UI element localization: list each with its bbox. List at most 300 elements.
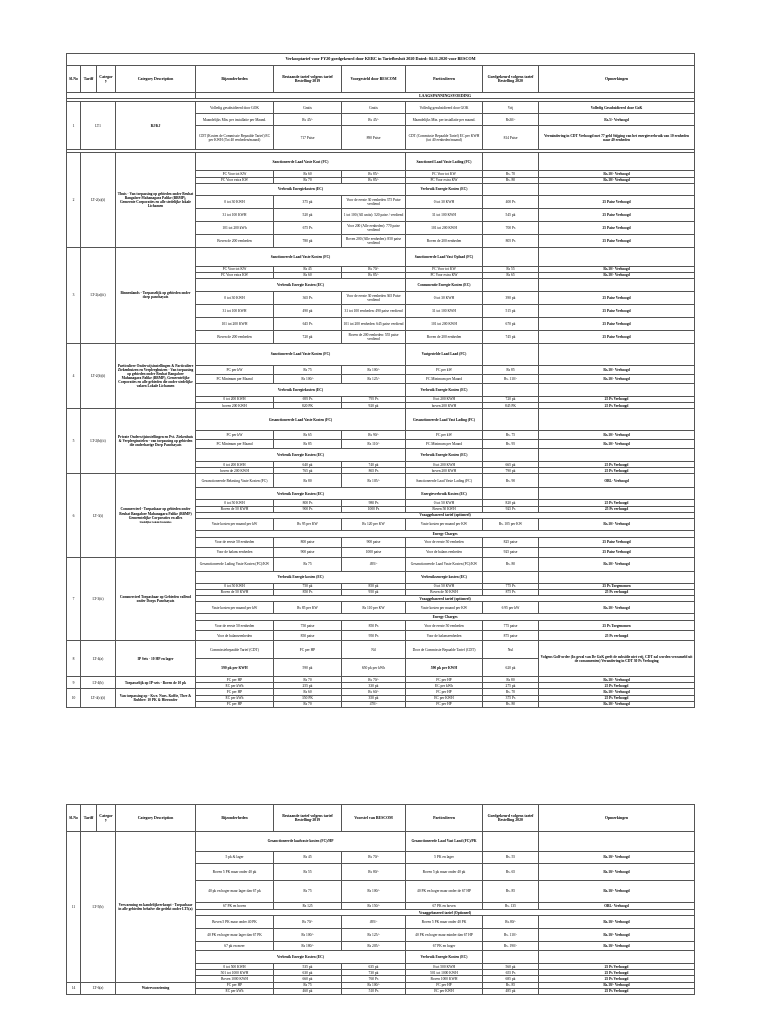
table-cell: 101 tot 200 KWH bbox=[406, 317, 483, 330]
table-cell: Rs.10/- Verhoogd bbox=[539, 982, 695, 988]
table-row bbox=[67, 102, 695, 114]
table-cell: Voor de eerste 50 eenheden bbox=[196, 537, 274, 547]
table-cell: EC per kWh bbox=[406, 683, 483, 689]
table-cell: Rs 45/- bbox=[274, 114, 342, 126]
column-header: Voorgesteld door BESCOM bbox=[342, 66, 406, 93]
tariff-code: LT-2(a)(ii) bbox=[81, 247, 116, 343]
table-cell: 780 pk bbox=[274, 234, 342, 247]
table-cell bbox=[539, 488, 695, 500]
table-cell: 950 pk bbox=[342, 589, 406, 595]
table-cell: 590 pk bbox=[274, 659, 342, 677]
table-cell: FC per HP bbox=[406, 982, 483, 988]
table-row bbox=[67, 409, 695, 431]
table-cell: 875 Ps bbox=[483, 589, 539, 595]
table-cell: Maandelijks Min. per installatie per Maand. bbox=[196, 114, 274, 126]
table-cell bbox=[483, 383, 539, 396]
table-cell: Rs 70/- bbox=[274, 916, 342, 929]
table-cell: 25 Ps Verhoogd bbox=[539, 468, 695, 474]
table-cell: FC Voor tot KW bbox=[406, 266, 483, 272]
table-row bbox=[67, 832, 695, 852]
table-cell: Boven de 200 eenheden bbox=[196, 234, 274, 247]
table-cell: 800 Ps bbox=[274, 500, 342, 506]
tariff-code: LT-3(ii) bbox=[81, 557, 116, 640]
table-cell: 814 Paise bbox=[483, 126, 539, 150]
column-header: Bestaande tarief volgens tarief Bestelling-2019 bbox=[274, 66, 342, 93]
table-cell: Volledig gesubsidieerd door GOK bbox=[196, 102, 274, 114]
table-cell: FC per HP bbox=[274, 641, 342, 659]
table-cell: 850 Ps bbox=[342, 621, 406, 631]
table-cell: Volledig Gesubsidieerd door GoK bbox=[539, 102, 695, 114]
table-cell: FC Voor extra KW bbox=[196, 177, 274, 183]
table-cell: Voor de eerste 30 eenheden 375 Paise verdiend bbox=[342, 195, 406, 208]
sub-header: Verbruik Energie Kosten (EC) bbox=[196, 951, 406, 964]
table-cell: Rs.10/- Verhoogd bbox=[539, 374, 695, 383]
table-cell: 850 Ps bbox=[274, 589, 342, 595]
column-header: Tariff bbox=[81, 66, 97, 93]
table-cell: 0 tot 500 KWH bbox=[406, 964, 483, 970]
sub-header: Verbruik Energie Kosten (EC) bbox=[406, 183, 483, 195]
tariff-code: LT-2(a)(i) bbox=[81, 153, 116, 247]
table-cell: Rs30/- bbox=[483, 114, 539, 126]
table-cell: 850 pk bbox=[342, 583, 406, 589]
table-cell: Boven 5 PK maar onder 40 pk bbox=[196, 864, 274, 881]
table-cell: 25 Paise Verhoogd bbox=[539, 330, 695, 343]
table-cell: 31 tot 100 KWH bbox=[406, 208, 483, 221]
table-cell: 0 tot 200 KWH bbox=[196, 462, 274, 468]
table-cell: Rs 70 bbox=[274, 177, 342, 183]
table-cell: 620 pk bbox=[483, 659, 539, 677]
table-cell: 350 PK bbox=[274, 695, 342, 701]
serial-number: 10 bbox=[67, 689, 81, 707]
table-cell: Gesanctioneerde Lading Vaste Kosten (FC)/KW bbox=[196, 557, 274, 571]
table-cell: Rs 85 per KW bbox=[274, 602, 342, 614]
table-cell: 720 pk bbox=[274, 330, 342, 343]
table-cell: Rs 75 bbox=[274, 557, 342, 571]
table-cell: Rs.10/- Verhoogd bbox=[539, 916, 695, 929]
serial-number: 14 bbox=[67, 982, 81, 994]
table-cell: Rs 105/- bbox=[342, 474, 406, 488]
table-cell: 660 pk bbox=[274, 976, 342, 982]
table-cell: Voor de balans eenheden bbox=[406, 547, 483, 557]
table-cell: Nul bbox=[483, 641, 539, 659]
serial-number: 9 bbox=[67, 677, 81, 689]
table-row bbox=[67, 557, 695, 571]
sub-header: Energieverbruik Kosten (EC) bbox=[406, 488, 483, 500]
table-cell: Boven de 200 eenheden bbox=[406, 234, 483, 247]
table-cell: 920 pk bbox=[342, 403, 406, 409]
table-cell: 67 PK en boven bbox=[196, 903, 274, 910]
table-cell: 0 tot 200 KWH bbox=[406, 396, 483, 402]
table-cell: Rs. 95 bbox=[483, 440, 539, 449]
table-cell: Rs 65 bbox=[483, 272, 539, 278]
table-cell: Boven 5 PK maar onder 40 PK bbox=[196, 916, 274, 929]
document-title: Verkooptarief voor FY20 goedgekeurd door KERC in Tariefbesluit 2020 Dated: 04.11.2020 voor BESCOM bbox=[67, 54, 695, 66]
table-cell: Rs. 135 bbox=[483, 903, 539, 910]
table-cell: Voor de balans eenheden bbox=[196, 547, 274, 557]
table-cell: Rs 125 bbox=[274, 903, 342, 910]
table-cell: 495/- bbox=[342, 916, 406, 929]
table-cell: FC per HP bbox=[406, 677, 483, 683]
table-cell: 925 paise bbox=[483, 547, 539, 557]
tariff-code: LT-4(c)(i) bbox=[81, 689, 116, 707]
table-cell: Rs. 80 bbox=[483, 557, 539, 571]
table-cell: Boven 5 PK maar onder 40 PK bbox=[406, 916, 483, 929]
sub-header: Consumentie Energie Kosten (EC) bbox=[406, 278, 483, 291]
table-cell: 950 Ps bbox=[342, 631, 406, 641]
tariff-code: LT-2(b)(ii) bbox=[81, 409, 116, 474]
table-cell: 67 PK en boven bbox=[406, 903, 483, 910]
sub-header: Sanctioneerde Laad Vaste Kosten (FC) bbox=[196, 247, 406, 266]
table-cell: Rs 150/- bbox=[342, 903, 406, 910]
table-cell: 0 tot 500 KWH bbox=[196, 964, 274, 970]
sub-header: Gesanctioneerde Laad Vast Land (FC)/PK bbox=[406, 832, 483, 852]
table-cell: Boven 200 (Alle eenheden): 850 paise verdiend bbox=[342, 234, 406, 247]
table-cell bbox=[539, 343, 695, 365]
table-cell: Rs. 105 per KW bbox=[483, 518, 539, 530]
table-cell bbox=[539, 383, 695, 396]
table-cell: 900 paise bbox=[342, 537, 406, 547]
table-cell: 695 Ps bbox=[274, 396, 342, 402]
table-cell: FC per HP bbox=[196, 982, 274, 988]
table-cell: Rs 65 bbox=[274, 431, 342, 440]
table-cell: 400 Ps bbox=[483, 195, 539, 208]
table-cell: Rs. 75 bbox=[483, 431, 539, 440]
sub-header: Sanctioneerde Laad Vaste Kosten (FC) bbox=[196, 343, 406, 365]
table-cell: 275 pk bbox=[483, 683, 539, 689]
table-cell: Rs 60 bbox=[274, 689, 342, 695]
table-cell: Rs. 80 bbox=[483, 177, 539, 183]
table-cell: 720 pk bbox=[483, 396, 539, 402]
table-cell: 0 tot 30 KWH bbox=[196, 291, 274, 304]
table-cell: 900 Ps bbox=[274, 506, 342, 512]
sub-header: Sanctioned Laad Vaste Lading (FC) bbox=[406, 153, 483, 171]
category-description bbox=[116, 102, 196, 150]
sub-header: Vraaggebaseerd tarief (Optioneel) bbox=[196, 910, 695, 916]
table-cell: Rs 90/- bbox=[342, 431, 406, 440]
category-description-text: Toepasselijk op IP-sets - Boven de 10 pk bbox=[124, 680, 187, 685]
table-cell: Rs 110/- bbox=[342, 440, 406, 449]
table-cell: 0 tot 30 KWH bbox=[406, 195, 483, 208]
serial-number: 7 bbox=[67, 557, 81, 640]
table-cell: 900 paise bbox=[274, 547, 342, 557]
table-cell: 640 pk bbox=[274, 462, 342, 468]
tariff-code: LT-5(b) bbox=[81, 832, 116, 983]
table-cell: 675 Ps bbox=[274, 221, 342, 234]
table-cell: Sanctioneerde Laad Vaste Lading (FC) bbox=[406, 474, 483, 488]
table-cell: 1000 paise bbox=[342, 547, 406, 557]
tariff-code: LT-2(b)(i) bbox=[81, 343, 116, 408]
table-cell: FC Voor extra KW bbox=[406, 272, 483, 278]
column-header: Category Description bbox=[116, 805, 196, 832]
sub-header: Verbruik Energiekosten (EC) bbox=[196, 383, 406, 396]
table-cell: Vermindering in CDT Verhoogd met 77 geld Stijging van het energieverbruik van 10 eenheden naar 40 eenheden bbox=[539, 126, 695, 150]
table-cell: 40 PK en hoger maar lager dan 67 PK bbox=[196, 929, 274, 942]
table-cell bbox=[483, 409, 539, 431]
table-cell: Rs 60 bbox=[274, 171, 342, 177]
serial-number: 4 bbox=[67, 343, 81, 408]
table-cell: 760 Ps bbox=[342, 976, 406, 982]
tariff-table-2 bbox=[66, 804, 695, 995]
table-cell: 365 Ps bbox=[274, 291, 342, 304]
table-cell: 25 Ps Verhoogd bbox=[539, 964, 695, 970]
column-header: Bestaande tarief volgens tarief Bestelling-2019 bbox=[274, 805, 342, 832]
column-header: Bijzonderheden bbox=[196, 805, 274, 832]
table-cell: Rs 80 bbox=[483, 677, 539, 683]
category-description bbox=[116, 832, 196, 983]
table-cell: 590 pk per KWH bbox=[406, 659, 483, 677]
table-cell: Boven de 50 KWH bbox=[196, 589, 274, 595]
category-description-note: Stedelijke Lokale Instanties bbox=[139, 520, 172, 524]
table-cell bbox=[539, 951, 695, 964]
table-cell: 330 pk bbox=[342, 683, 406, 689]
category-description-text: Private Onderwijsinstellingen en Pvt. Ziekenhuis & Verpleeginstelen - van toepassing op gebieden die onderhavige Dorp Panchayats bbox=[117, 435, 194, 448]
tariff-code: LT-4(a) bbox=[81, 641, 116, 677]
table-cell: Rs.10/- Verhoogd bbox=[539, 266, 695, 272]
category-description bbox=[116, 677, 196, 689]
category-description bbox=[116, 689, 196, 707]
table-cell: 745 pk bbox=[483, 330, 539, 343]
sub-header: Verbruik Energie Kosten (EC) bbox=[406, 383, 483, 396]
table-cell: 25 Ps Verhoogd bbox=[539, 683, 695, 689]
table-cell: FC per kW bbox=[196, 365, 274, 374]
category-description-text: Watervoorziening bbox=[141, 986, 170, 991]
table-cell: Boven de 50 KWH bbox=[406, 589, 483, 595]
table-cell: Rs. 65 bbox=[483, 864, 539, 881]
table-cell: CDT (Commissie Bepaalde Tarief) EC per KWH (tot 40 eenheden/maand) bbox=[406, 126, 483, 150]
table-cell: 101 tot 200 kWh bbox=[196, 221, 274, 234]
table-cell: OBL- Verhoogd bbox=[539, 903, 695, 910]
table-cell: 545 pk bbox=[483, 208, 539, 221]
table-cell: Rs 75 bbox=[274, 982, 342, 988]
table-cell: Rs 120 per KW bbox=[342, 518, 406, 530]
serial-number: 6 bbox=[67, 474, 81, 557]
sub-header: Verbruik Energie Kosten (EC) bbox=[406, 449, 483, 462]
sub-header: Energy Charges bbox=[196, 614, 695, 621]
table-cell: Rs. 110/- bbox=[483, 374, 539, 383]
sub-header: Verbruik Energie kosten (EC) bbox=[196, 571, 406, 583]
table-cell: EC per kWh bbox=[196, 683, 274, 689]
table-cell: Rs. 70 bbox=[483, 689, 539, 695]
table-cell: Volledig gesubsidieerd door GOK bbox=[406, 102, 483, 114]
table-cell: Rs 85/- bbox=[342, 272, 406, 278]
table-cell: Rs 95 per KW bbox=[274, 518, 342, 530]
serial-number: 3 bbox=[67, 247, 81, 343]
table-cell bbox=[539, 409, 695, 431]
table-cell: 490 pk bbox=[274, 304, 342, 317]
table-cell: FC Voor extra KW bbox=[196, 272, 274, 278]
category-description bbox=[116, 343, 196, 408]
table-cell: Rs 125/- bbox=[342, 374, 406, 383]
table-cell: 765 pk bbox=[274, 468, 342, 474]
table-cell: 665 pk bbox=[483, 462, 539, 468]
section-title: LAAGSPANNINGSVOEDING bbox=[196, 93, 695, 99]
table-cell: Rs 100/- bbox=[274, 929, 342, 942]
table-cell: 645 Ps bbox=[274, 317, 342, 330]
table-cell: Gratis bbox=[342, 102, 406, 114]
table-cell: Boven de 200 eenheden: 555 paise verdiend bbox=[342, 330, 406, 343]
table-cell bbox=[539, 153, 695, 171]
table-cell: 5 PK en lager bbox=[406, 852, 483, 864]
table-cell: EC per kWh bbox=[196, 988, 274, 994]
table-row bbox=[67, 153, 695, 171]
table-cell: Rs.10/- Verhoogd bbox=[539, 677, 695, 683]
table-cell: 25 Ps Verhoogd bbox=[539, 500, 695, 506]
table-cell: 875 paise bbox=[483, 631, 539, 641]
table-cell: FC per HP bbox=[196, 677, 274, 683]
table-cell bbox=[539, 449, 695, 462]
serial-number: 11 bbox=[67, 832, 81, 983]
table-cell: 520 pk bbox=[274, 208, 342, 221]
table-cell: Rs 85 bbox=[483, 365, 539, 374]
tariff-code: LT1 bbox=[81, 102, 116, 150]
table-cell: Rs. 80 bbox=[483, 701, 539, 707]
sub-header: Verbruiksenergie kosten (EC) bbox=[406, 571, 483, 583]
table-cell: 501 tot 1000 KWH bbox=[406, 970, 483, 976]
table-cell: 25 Paise Verhoogd bbox=[539, 304, 695, 317]
category-description-text: Commercieel Toepasbaar op Gebieden vallend onder Dorps Panchayats bbox=[119, 594, 192, 604]
sub-header: Vastgestelde Laad Laad (FC) bbox=[406, 343, 483, 365]
column-header: Tariff bbox=[81, 805, 97, 832]
table-cell: 25 Paise Verhoogd bbox=[539, 317, 695, 330]
table-cell: Vaste kosten per maand per kW bbox=[196, 602, 274, 614]
table-cell bbox=[539, 278, 695, 291]
table-cell: 655 Ps bbox=[483, 970, 539, 976]
table-cell: Rs 180/- bbox=[274, 942, 342, 951]
tariff-table-1 bbox=[66, 53, 695, 708]
table-cell: 25 Paise Verhoogd bbox=[539, 291, 695, 304]
table-cell: FC per kW bbox=[406, 365, 483, 374]
category-description-text: BJ/KJ bbox=[150, 123, 161, 128]
sub-header: Gesanctioneerde laadvaste kosten (FC)/HP bbox=[196, 832, 406, 852]
table-cell: EC per KWH bbox=[406, 695, 483, 701]
table-cell: 670 pk bbox=[483, 317, 539, 330]
table-cell: 25 Ps verhoogd bbox=[539, 589, 695, 595]
table-cell: Rs 125/- bbox=[342, 929, 406, 942]
table-cell: Rs 85/- bbox=[342, 177, 406, 183]
table-cell: FC Voor tot KW bbox=[406, 171, 483, 177]
category-description-text: Thuis - Van toepassing op gebieden onder Bruhat Bangalore Mahanagara Palike (BBMP), Gemeente Corporaties en alle stedelijke lokale Lichamen bbox=[117, 191, 194, 209]
table-cell: 0 tot 30 KWH bbox=[196, 195, 274, 208]
column-header: Particulieren bbox=[406, 805, 483, 832]
table-cell: FC Voor extra KW bbox=[406, 177, 483, 183]
table-cell: Voor de eerste 50 eenheden bbox=[196, 621, 274, 631]
category-description-text: Particuliere Onderwijsinstellingen & Particuliere Ziekenhuizen en Verpleeghuizen - Van toepassing op gebieden onder Bruhat Bangalore Mahanagara Palike (BBMP), Gemeentelijke Corporaties en alle gebieden die onder stedelijke valaen Lokale Lichamen bbox=[117, 363, 194, 389]
serial-number: 1 bbox=[67, 102, 81, 150]
table-cell: Rs.10/- Verhoogd bbox=[539, 440, 695, 449]
table-cell: Rs.10/- Verhoogd bbox=[539, 929, 695, 942]
table-cell: Boven 1000 KWH bbox=[406, 976, 483, 982]
category-description bbox=[116, 474, 196, 557]
title-row bbox=[67, 54, 695, 66]
table-cell bbox=[483, 449, 539, 462]
table-cell: Rs 55 bbox=[483, 266, 539, 272]
table-cell: Boven de 200 eenheden bbox=[406, 330, 483, 343]
table-cell: FC per kW bbox=[406, 431, 483, 440]
table-cell: 980 Ps bbox=[342, 500, 406, 506]
table-cell: Voor de eerste 50 eenheden bbox=[406, 621, 483, 631]
table-cell: Boven 50 KWH bbox=[406, 506, 483, 512]
table-cell: Voor de eerste 30 eenheden 365 Paise verdiend bbox=[342, 291, 406, 304]
table-cell: 25 Ps Toegenomen bbox=[539, 583, 695, 589]
table-cell: EC per KWH bbox=[406, 988, 483, 994]
table-cell bbox=[539, 247, 695, 266]
header-row bbox=[67, 66, 695, 93]
category-description-text: Commercieel - Toepasbaar op gebieden onder Bruhat Bangalore Mahanagara Palike (BBMP) Gemeentelijke Corporaties en alles bbox=[119, 507, 192, 520]
table-cell: 820 PK bbox=[274, 403, 342, 409]
sub-header: Vraaggebaseerd tarief (optioneel) bbox=[196, 596, 695, 602]
table-cell: 825 paise bbox=[483, 537, 539, 547]
sub-header: Verbruik Energie Kosten (EC) bbox=[196, 278, 406, 291]
table-cell: Rs 60/- bbox=[342, 689, 406, 695]
table-cell: Rs 70 bbox=[274, 701, 342, 707]
table-cell bbox=[483, 183, 539, 195]
table-cell: Rs.80/- bbox=[483, 916, 539, 929]
table-cell: Voor 200 (Alle eenheden): 770 paise verdiend bbox=[342, 221, 406, 234]
table-cell: Rs 70/- bbox=[342, 852, 406, 864]
table-cell: Rs. 55 bbox=[483, 852, 539, 864]
table-cell: Rs.10/- Verhoogd bbox=[539, 881, 695, 903]
table-cell: 535 pk bbox=[274, 964, 342, 970]
table-cell: Rs 75 bbox=[274, 365, 342, 374]
table-cell: 25 Ps Verhoogd bbox=[539, 970, 695, 976]
column-header: Goedgekeurd volgens tarief Bestelling 2020 bbox=[483, 805, 539, 832]
table-cell: 650 pk per kWh bbox=[342, 659, 406, 677]
table-cell: Rs 55 bbox=[274, 864, 342, 881]
table-cell: 890 Paise bbox=[342, 126, 406, 150]
table-cell: 40 pk en hoger maar lager dan 67 pk bbox=[196, 881, 274, 903]
table-cell: Boven 5 pk maar onder 40 pk bbox=[406, 864, 483, 881]
table-cell: 515 pk bbox=[483, 304, 539, 317]
table-cell: FC per HP bbox=[406, 689, 483, 695]
table-cell: Rs 45 bbox=[274, 852, 342, 864]
table-cell: 0 tot 200 KWH bbox=[196, 396, 274, 402]
column-header: Voorstel van BESCOM bbox=[342, 805, 406, 832]
table-cell: 485 pk bbox=[483, 988, 539, 994]
table-cell: 25 Ps Verhoogd bbox=[539, 976, 695, 982]
table-cell: 795 Ps bbox=[342, 396, 406, 402]
category-description-text: Binnenlands - Toepasselijk op gebieden onder dorp panchayats bbox=[120, 291, 191, 300]
sub-header: Sanctioneerde Laad Vast Opload (FC) bbox=[406, 247, 483, 266]
table-cell bbox=[539, 571, 695, 583]
table-cell: FC Minimum per Maand bbox=[406, 440, 483, 449]
table-cell: 0 tot 200 KWH bbox=[406, 462, 483, 468]
category-description-text: IP Sets - 10 HP en lager bbox=[137, 656, 174, 661]
table-cell: 0 tot 50 KWH bbox=[196, 583, 274, 589]
table-cell: Rs.10/- Verhoogd bbox=[539, 171, 695, 177]
tariff-code: LT-6(a) bbox=[81, 982, 116, 994]
table-cell: 700 Ps bbox=[483, 221, 539, 234]
table-cell bbox=[483, 278, 539, 291]
table-cell: 805 Ps bbox=[483, 234, 539, 247]
category-description bbox=[116, 557, 196, 640]
table-cell: EC per kWh bbox=[196, 695, 274, 701]
table-cell: Rs.10/- Verhoogd bbox=[539, 701, 695, 707]
column-header: Category bbox=[97, 66, 116, 93]
sub-header: Verbruik Energie Kosten (EC) bbox=[196, 449, 406, 462]
table-cell: Maandelijks Min. per installatie per maand. bbox=[406, 114, 483, 126]
table-cell: Nil bbox=[342, 641, 406, 659]
column-header: Opmerkingen bbox=[539, 805, 695, 832]
serial-number: 8 bbox=[67, 641, 81, 677]
table-cell: 717 Paise bbox=[274, 126, 342, 150]
table-cell: Rs.10/- Verhoogd bbox=[539, 431, 695, 440]
table-cell: Rs 80 bbox=[274, 474, 342, 488]
table-cell: 865 Ps bbox=[342, 468, 406, 474]
table-cell: 255 pk bbox=[274, 683, 342, 689]
category-description bbox=[116, 153, 196, 247]
table-cell: 25 Paise Verhoogd bbox=[539, 221, 695, 234]
table-cell: 31 tot 100 KWH bbox=[196, 304, 274, 317]
